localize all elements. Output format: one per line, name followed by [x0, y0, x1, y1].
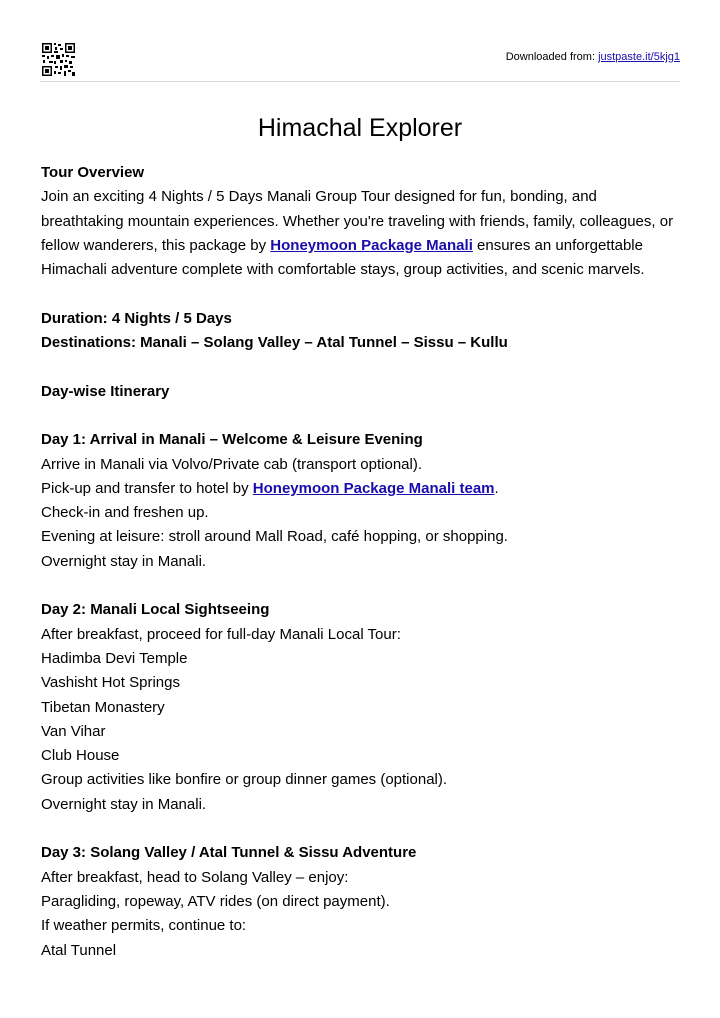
day2-line: Van Vihar: [41, 722, 106, 740]
destinations: Destinations: Manali – Solang Valley – Atal Tunnel – Sissu – Kullu: [41, 334, 508, 352]
qr-code-icon: [42, 43, 75, 76]
day2-line: Tibetan Monastery: [41, 698, 165, 716]
spacer: [41, 355, 681, 379]
day2-heading: Day 2: Manali Local Sightseeing: [41, 601, 270, 619]
honeymoon-package-manali-link[interactable]: Honeymoon Package Manali: [270, 236, 473, 254]
day1-line: Evening at leisure: stroll around Mall Road, café hopping, or shopping.: [41, 528, 508, 546]
tour-overview-text-2: ensures an unforgettable Himachali adventure complete with comfortable stays, group activities, and scenic marvels.: [41, 236, 645, 279]
day1-line: [41, 477, 681, 501]
tour-overview-heading: Tour Overview: [41, 164, 145, 181]
day3-line: If weather permits, continue to:: [41, 917, 247, 935]
day2-line: Vashisht Hot Springs: [41, 674, 180, 692]
day1-line: Check-in and freshen up.: [41, 504, 209, 522]
tour-overview-text-1: Join an exciting 4 Nights / 5 Days Manali Group Tour designed for fun, bonding, and breathtaking mountain experiences. Whether you're traveling with friends, family, colleagues, or fellow wanderers, this package by: [41, 188, 674, 254]
day1-line-suffix: .: [494, 479, 499, 497]
day1-heading: Day 1: Arrival in Manali – Welcome & Leisure Evening: [41, 431, 423, 449]
header-divider: [40, 81, 680, 82]
duration: Duration: 4 Nights / 5 Days: [41, 309, 232, 327]
day1-line: Arrive in Manali via Volvo/Private cab (transport optional).: [41, 455, 423, 473]
day2-line: Club House: [41, 747, 120, 765]
spacer: [41, 817, 681, 841]
day3-heading: Day 3: Solang Valley / Atal Tunnel & Sissu Adventure: [41, 844, 417, 862]
itinerary-heading: Day-wise Itinerary: [41, 382, 170, 400]
day2-line: Overnight stay in Manali.: [41, 795, 207, 813]
day1-line: Overnight stay in Manali.: [41, 552, 207, 570]
day2-line: Hadimba Devi Temple: [41, 649, 188, 667]
day2-line: After breakfast, proceed for full-day Manali Local Tour:: [41, 625, 401, 643]
honeymoon-package-manali-team-link[interactable]: Honeymoon Package Manali team: [252, 479, 495, 497]
day3-line: Paragliding, ropeway, ATV rides (on direct payment).: [41, 892, 390, 910]
day3-line: After breakfast, head to Solang Valley – enjoy:: [41, 868, 349, 886]
day3-line: Atal Tunnel: [41, 941, 117, 959]
spacer: [41, 282, 681, 306]
spacer: [41, 574, 681, 598]
tour-overview-paragraph: [41, 185, 681, 282]
document-body: [41, 161, 681, 963]
page-title: Himachal Explorer: [257, 114, 463, 142]
day1-line-prefix: Pick-up and transfer to hotel by: [41, 479, 253, 497]
download-source-link[interactable]: justpaste.it/5kjg1: [598, 51, 680, 63]
spacer: [41, 404, 681, 428]
day2-line: Group activities like bonfire or group dinner games (optional).: [41, 771, 448, 789]
download-source: [506, 51, 680, 63]
download-source-label: Downloaded from:: [505, 51, 599, 63]
